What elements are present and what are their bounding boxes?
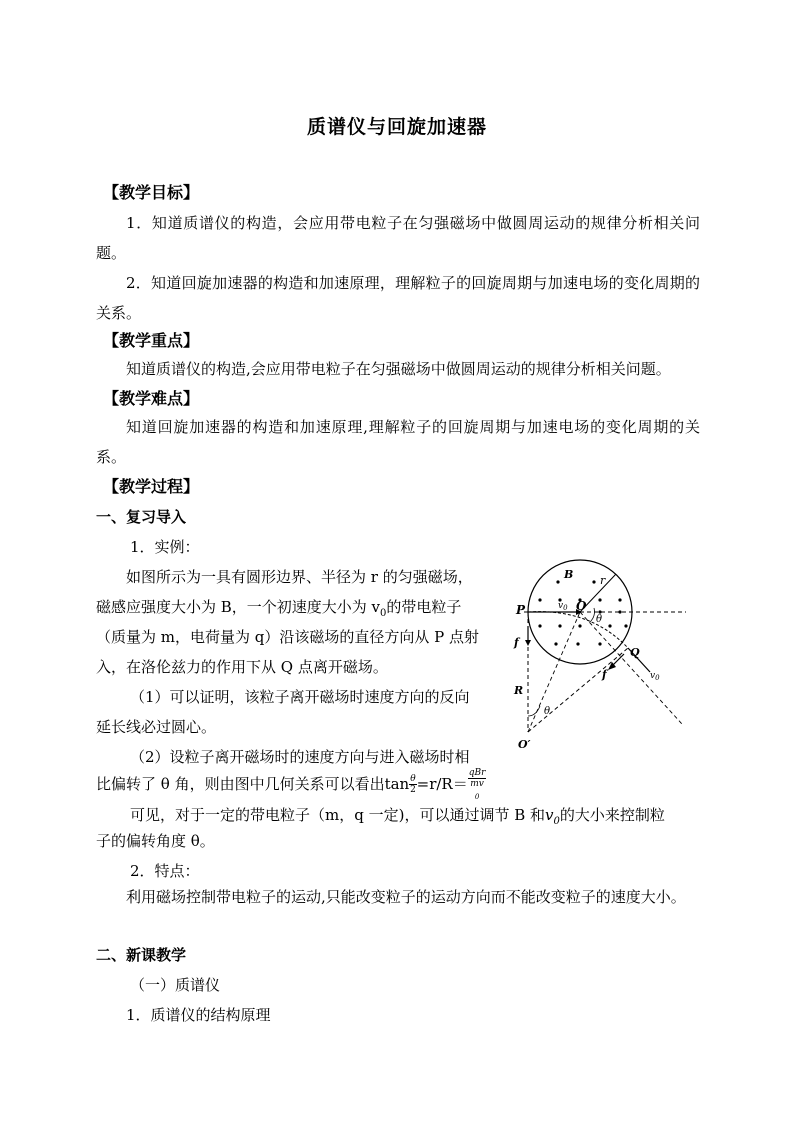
formula-frac-den [468,779,487,802]
magnetic-field-figure [500,556,698,754]
point-2-line-2-text: 比偏转了 θ 角，则由图中几何关系可以看出 [96,774,385,793]
formula [384,768,487,801]
feature-label: 2．特点： [130,862,200,880]
formula-half-num: θ [410,774,416,785]
example-line-1: 如图所示为一具有圆形边界、半径为 r 的匀强磁场， [126,568,473,586]
label-r: r [600,574,606,587]
subheading-mass-spectrometer: （一）质谱仪 [130,976,221,994]
center-to-O-dashed [528,612,580,732]
label-v0-out [650,671,660,682]
formula-half-angle [409,774,416,795]
feature-text: 利用磁场控制带电粒子的运动,只能改变粒子的运动方向而不能改变粒子的速度大小。 [126,888,686,906]
example-line-3: （质量为 m，电荷量为 q）沿该磁场的直径方向从 P 点射 [96,628,479,646]
label-v0-in-sub: 0 [563,604,568,612]
heading-keypoints: 【教学重点】 [103,331,200,350]
heading-difficulties: 【教学难点】 [103,389,200,408]
force-arrowhead-left [525,640,531,646]
center-to-Q-dashed [528,648,628,732]
label-v0-out-text: v [650,671,656,681]
angle-arc-bottom [528,706,540,716]
heading-objectives: 【教学目标】 [103,183,200,202]
formula-frac-den-text: mv [470,779,484,789]
example-line-2 [96,596,461,619]
heading-new-lesson: 二、新课教学 [96,946,187,964]
example-label: 1．实例： [130,538,200,556]
conclusion-v: v [545,806,554,824]
point-2-line-1: （2）设粒子离开磁场时的速度方向与进入磁场时相 [130,748,470,766]
page-title: 质谱仪与回旋加速器 [306,116,487,138]
formula-frac-num: qBr [468,768,486,778]
label-R: R [514,684,524,697]
formula-frac-den-sub: 0 [474,792,480,801]
label-Q: Q [630,646,640,659]
heading-process: 【教学过程】 [103,477,200,496]
label-B: B [564,568,574,581]
formula-half-den: 2 [410,785,416,796]
label-v0-in [558,601,568,612]
point-1-line-1: （1）可以证明，该粒子离开磁场时速度方向的反向 [130,688,470,706]
label-O: O [576,599,587,613]
example-line-4: 入，在洛伦兹力的作用下从 Q 点离开磁场。 [96,658,388,676]
difficulties-text: 知道回旋加速器的构造和加速原理,理解粒子的回旋周期与加速电场的变化周期的关系。 [96,418,700,466]
exit-direction-dashed [580,612,682,724]
label-theta-bottom: θ [544,706,551,717]
objective-item-2: 2．知道回旋加速器的构造和加速原理，理解粒子的回旋周期与加速电场的变化周期的关系。 [96,274,700,322]
point-2-line-2 [96,768,486,802]
conclusion-line-1-post: 的大小来控制粒 [559,806,665,824]
formula-fraction [468,768,487,802]
heading-review-intro: 一、复习导入 [96,508,187,526]
example-line-2-tail: 的带电粒子 [386,598,462,616]
angle-arc-top [590,608,595,622]
formula-tan: tan [384,774,410,793]
v0-subscript: 0 [380,608,387,619]
label-v0-out-sub: 0 [655,674,660,682]
point-1-line-2: 延长线必过圆心。 [96,718,217,736]
keypoints-text: 知道质谱仪的构造,会应用带电粒子在匀强磁场中做圆周运动的规律分析相关问题。 [126,360,671,378]
conclusion-v-sub: 0 [553,816,560,827]
label-f-right: f [602,668,607,681]
label-O-prime: O′ [518,738,531,751]
conclusion-line-1 [130,804,665,827]
item-structure-principle: 1．质谱仪的结构原理 [126,1006,271,1024]
label-P: P [516,603,526,617]
label-f-left: f [514,636,519,649]
objective-item-1: 1．知道质谱仪的构造，会应用带电粒子在匀强磁场中做圆周运动的规律分析相关问题。 [96,214,700,262]
conclusion-line-1-pre: 可见，对于一定的带电粒子（m，q 一定)，可以通过调节 B 和 [130,806,546,824]
label-theta-top: θ [596,614,603,625]
conclusion-line-2: 子的偏转角度 θ。 [96,832,215,850]
label-v0-in-text: v [558,601,564,611]
formula-mid: =r/R＝ [416,774,468,793]
example-line-2-text: 磁感应强度大小为 B，一个初速度大小为 v [96,598,381,616]
